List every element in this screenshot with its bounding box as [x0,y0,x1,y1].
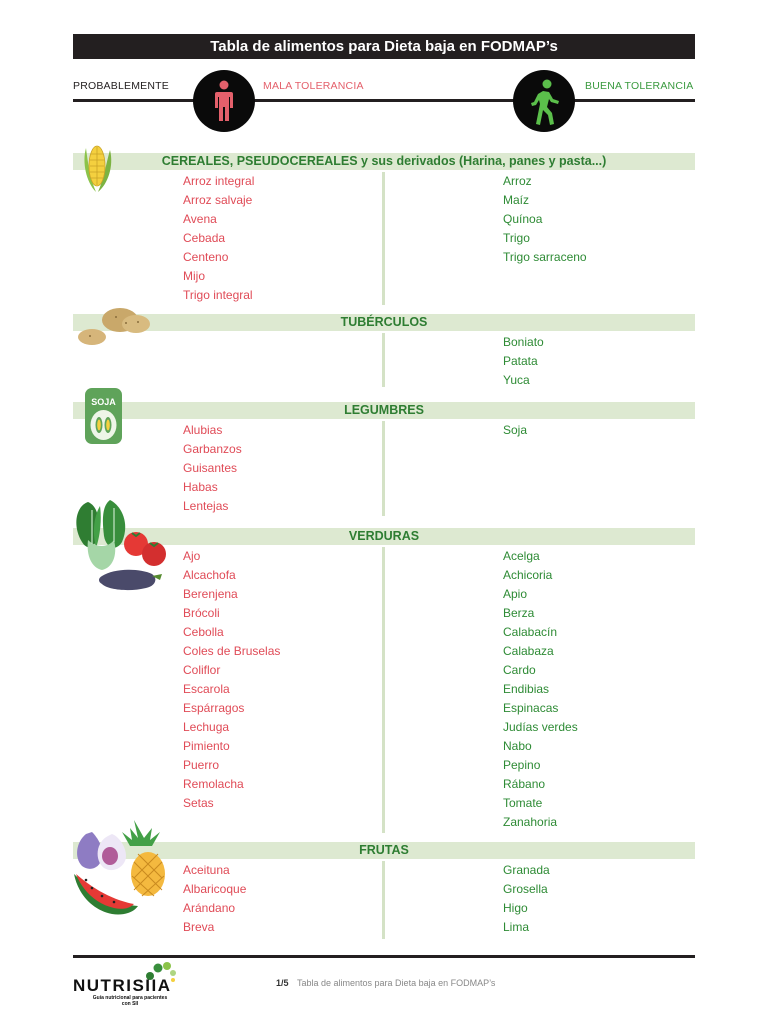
list-item: Acelga [503,549,540,563]
list-item: Cebolla [183,625,224,639]
list-item: Nabo [503,739,532,753]
list-item: Cardo [503,663,536,677]
list-item: Higo [503,901,528,915]
list-item: Pepino [503,758,541,772]
label-buena-tolerancia: BUENA TOLERANCIA [585,80,694,92]
list-item: Endibias [503,682,550,696]
list-item: Calabaza [503,644,554,658]
list-item: Setas [183,796,214,810]
list-item: Berza [503,606,535,620]
vegetables-icon [74,496,170,601]
column-divider [382,861,385,939]
list-item: Quínoa [503,212,543,226]
list-item: Coles de Bruselas [183,644,281,658]
list-item: Mijo [183,269,206,283]
person-walking-icon [513,70,575,132]
list-item: Lentejas [183,499,229,513]
list-item: Lima [503,920,530,934]
footer-description: Tabla de alimentos para Dieta baja en FODMAP’s [297,978,496,988]
list-item: Calabacín [503,625,558,639]
column-divider [382,172,385,305]
list-item: Zanahoria [503,815,558,829]
list-item: Remolacha [183,777,244,791]
column-divider [382,547,385,833]
list-item: Habas [183,480,218,494]
logo-tagline: Guía nutricional para pacientes con SII [92,995,168,1007]
list-item: Trigo integral [183,288,253,302]
buena-tolerancia-list [503,547,578,832]
corn-icon [80,142,116,199]
list-item: Escarola [183,682,230,696]
label-probablemente: PROBABLEMENTE [73,80,169,92]
list-item: Arándano [183,901,236,915]
list-item: Breva [183,920,215,934]
list-item: Guisantes [183,461,238,475]
list-item: Avena [183,212,217,226]
person-standing-icon [193,70,255,132]
buena-tolerancia-list [503,861,550,937]
list-item: Arroz salvaje [183,193,253,207]
list-item: Aceituna [183,863,230,877]
buena-tolerancia-list [503,421,527,440]
list-item: Judías verdes [503,720,578,734]
list-item: Rábano [503,777,546,791]
section-title: TUBÉRCULOS [73,314,695,331]
section-title: CEREALES, PSEUDOCEREALES y sus derivados (Harina, panes y pasta...) [73,153,695,170]
list-item: Arroz [503,174,532,188]
list-item: Boniato [503,335,544,349]
soy-can-icon [85,388,122,449]
mala-tolerancia-list [183,547,280,813]
page-title: Tabla de alimentos para Dieta baja en FODMAP’s [73,34,695,59]
list-item: Yuca [503,373,530,387]
section-title: LEGUMBRES [73,402,695,419]
list-item: Ajo [183,549,201,563]
list-item: Pimiento [183,739,230,753]
mala-tolerancia-list [183,861,246,937]
buena-tolerancia-list [503,333,544,390]
list-item: Espárragos [183,701,245,715]
list-item: Espinacas [503,701,559,715]
header-rule [73,99,695,102]
list-item: Granada [503,863,550,877]
list-item: Grosella [503,882,548,896]
list-item: Alcachofa [183,568,236,582]
list-item: Soja [503,423,528,437]
list-item: Trigo [503,231,530,245]
list-item: Apio [503,587,528,601]
column-divider [382,333,385,387]
label-mala-tolerancia: MALA TOLERANCIA [263,80,364,92]
list-item: Achicoria [503,568,553,582]
list-item: Tomate [503,796,543,810]
list-item: Arroz integral [183,174,255,188]
list-item: Puerro [183,758,220,772]
section-title: VERDURAS [73,528,695,545]
list-item: Coliflor [183,663,221,677]
section-title: FRUTAS [73,842,695,859]
potato-icon [76,305,152,352]
footer-rule [73,955,695,958]
list-item: Centeno [183,250,229,264]
mala-tolerancia-list [183,172,254,305]
mala-tolerancia-list [183,421,242,516]
list-item: Trigo sarraceno [503,250,587,264]
svg-text:SOJA: SOJA [91,397,116,407]
buena-tolerancia-list [503,172,587,267]
list-item: Cebada [183,231,226,245]
list-item: Lechuga [183,720,230,734]
list-item: Garbanzos [183,442,242,456]
list-item: Brócoli [183,606,220,620]
list-item: Albaricoque [183,882,247,896]
column-divider [382,421,385,516]
page-number: 1/5 [276,978,289,988]
list-item: Patata [503,354,538,368]
logo: NUTRISIIA [73,976,172,995]
list-item: Berenjena [183,587,238,601]
fruits-icon [72,818,176,925]
list-item: Alubias [183,423,223,437]
list-item: Maíz [503,193,530,207]
